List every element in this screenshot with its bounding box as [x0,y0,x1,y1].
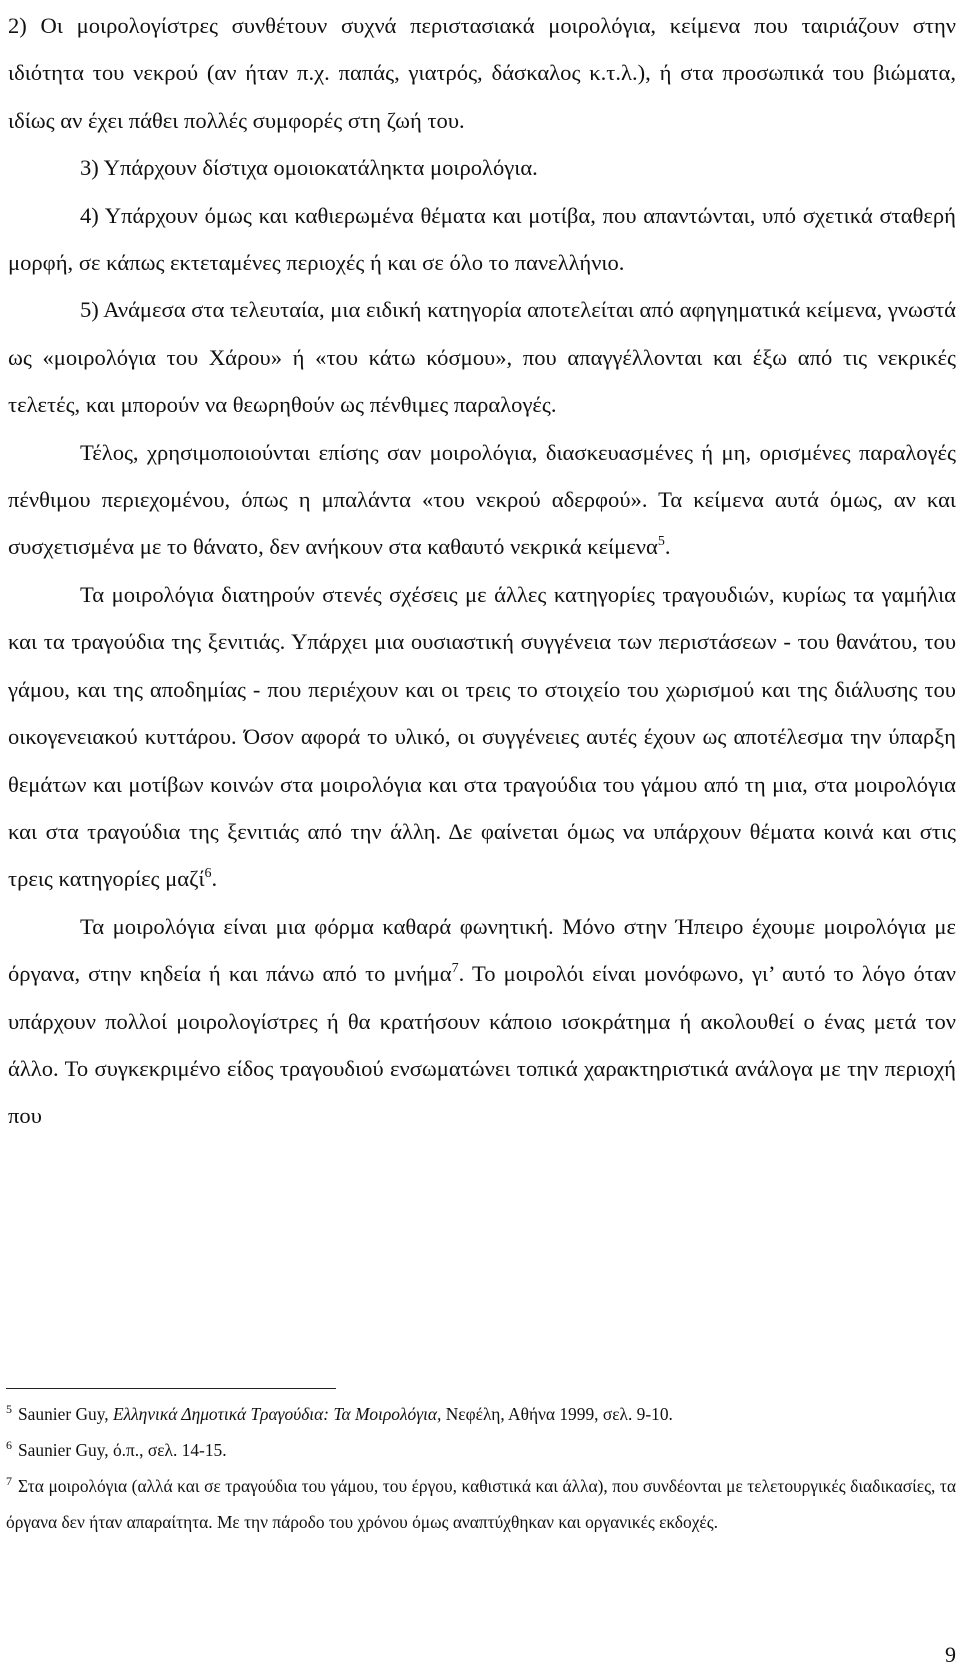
paragraph [8,429,956,571]
body-text [8,2,956,1140]
footnote-separator [6,1388,336,1389]
paragraph-text: Τα μοιρολόγια διατηρούν στενές σχέσεις με άλλες κατηγορίες τραγουδιών, κυρίως τα γαμήλια και τα τραγούδια της ξενιτιάς. Υπάρχει μια ουσιαστική συγγένεια των περιστάσεων - του θανάτου, του γάμου, και της αποδημίας - που περιέχουν και οι τρεις το στοιχείο του χωρισμού και της διάλυσης του οικογενειακού κυττάρου. Όσον αφορά το υλικό, οι συγγένειες αυτές έχουν ως αποτέλεσμα την ύπαρξη θεμάτων και μοτίβων κοινών στα μοιρολόγια και στα τραγούδια του γάμου από τη μια, στα μοιρολόγια και στα τραγούδια της ξενιτιάς από την άλλη. Δε φαίνεται όμως να υπάρχουν θέματα κοινά και στις τρεις κατηγορίες μαζί [8,581,956,892]
paragraph: 2) Οι μοιρολογίστρες συνθέτουν συχνά περιστασιακά μοιρολόγια, κείμενα που ταιριάζουν στην ιδιότητα του νεκρού (αν ήταν π.χ. παπάς, γιατρός, δάσκαλος κ.τ.λ.), ή στα προσωπικά του βιώματα, ιδίως αν έχει πάθει πολλές συμφορές στη ζωή του. [8,13,956,133]
paragraph-text: . [211,866,218,892]
footnote-ref[interactable]: 7 [451,961,459,977]
footnote-text: Στα μοιρολόγια (αλλά και σε τραγούδια του γάμου, του έργου, καθιστικά και άλλα), που συνδέονται με τελετουργικές διαδικασίες, τα όργανα δεν ήταν απαραίτητα. Με την πάροδο του χρόνου όμως αναπτύχθηκαν και οργανικές εκδοχές. [6,1476,956,1532]
footnote-title: Ελληνικά Δημοτικά Τραγούδια: Τα Μοιρολόγια, [113,1404,442,1424]
footnote [6,1396,956,1432]
footnotes [6,1396,956,1540]
paragraph [8,903,956,1140]
paragraph [8,571,956,903]
footnote [6,1432,956,1468]
footnote [6,1468,956,1540]
footnote-text: Saunier Guy, ό.π., σελ. 14-15. [18,1440,227,1460]
paragraph: 3) Υπάρχουν δίστιχα ομοιοκατάληκτα μοιρολόγια. [80,155,538,181]
footnote-ref[interactable]: 5 [657,534,665,550]
footnote-number: 5 [6,1402,12,1416]
paragraph-text: . [664,534,671,560]
footnote-number: 6 [6,1438,12,1452]
footnote-ref[interactable]: 6 [204,866,212,882]
paragraph: 4) Υπάρχουν όμως και καθιερωμένα θέματα και μοτίβα, που απαντώνται, υπό σχετικά σταθερή μορφή, σε κάπως εκτεταμένες περιοχές ή και σε όλο το πανελλήνιο. [8,202,956,276]
paragraph: 5) Ανάμεσα στα τελευταία, μια ειδική κατηγορία αποτελείται από αφηγηματικά κείμενα, γνωστά ως «μοιρολόγια του Χάρου» ή «του κάτω κόσμου», που απαγγέλλονται και έξω από τις νεκρικές τελετές, και μπορούν να θεωρηθούν ως πένθιμες παραλογές. [8,297,956,418]
paragraph-text: Τέλος, χρησιμοποιούνται επίσης σαν μοιρολόγια, διασκευασμένες ή μη, ορισμένες παραλογές πένθιμου περιεχομένου, όπως η μπαλάντα «του νεκρού αδερφού». Τα κείμενα αυτά όμως, αν και συσχετισμένα με το θάνατο, δεν ανήκουν στα καθαυτό νεκρικά κείμενα [8,439,956,560]
paragraph-text: . Το μοιρολόι είναι μονόφωνο, γι’ αυτό το λόγο όταν υπάρχουν πολλοί μοιρολογίστρες ή θα κρατήσουν κάποιο ισοκράτημα ή ακολουθεί ο ένας μετά τον άλλο. Το συγκεκριμένο είδος τραγουδιού ενσωματώνει τοπικά χαρακτηριστικά ανάλογα με την περιοχή που [8,961,956,1129]
page-number: 9 [945,1642,956,1667]
footnote-text: Νεφέλη, Αθήνα 1999, σελ. 9-10. [441,1404,673,1424]
footnote-author: Saunier Guy, [18,1404,113,1424]
paragraph-text: Τα μοιρολόγια είναι μια φόρμα καθαρά φωνητική. Μόνο στην Ήπειρο έχουμε μοιρολόγια με όργανα, στην κηδεία ή και πάνω από το μνήμα [8,913,956,987]
footnote-number: 7 [6,1474,12,1488]
